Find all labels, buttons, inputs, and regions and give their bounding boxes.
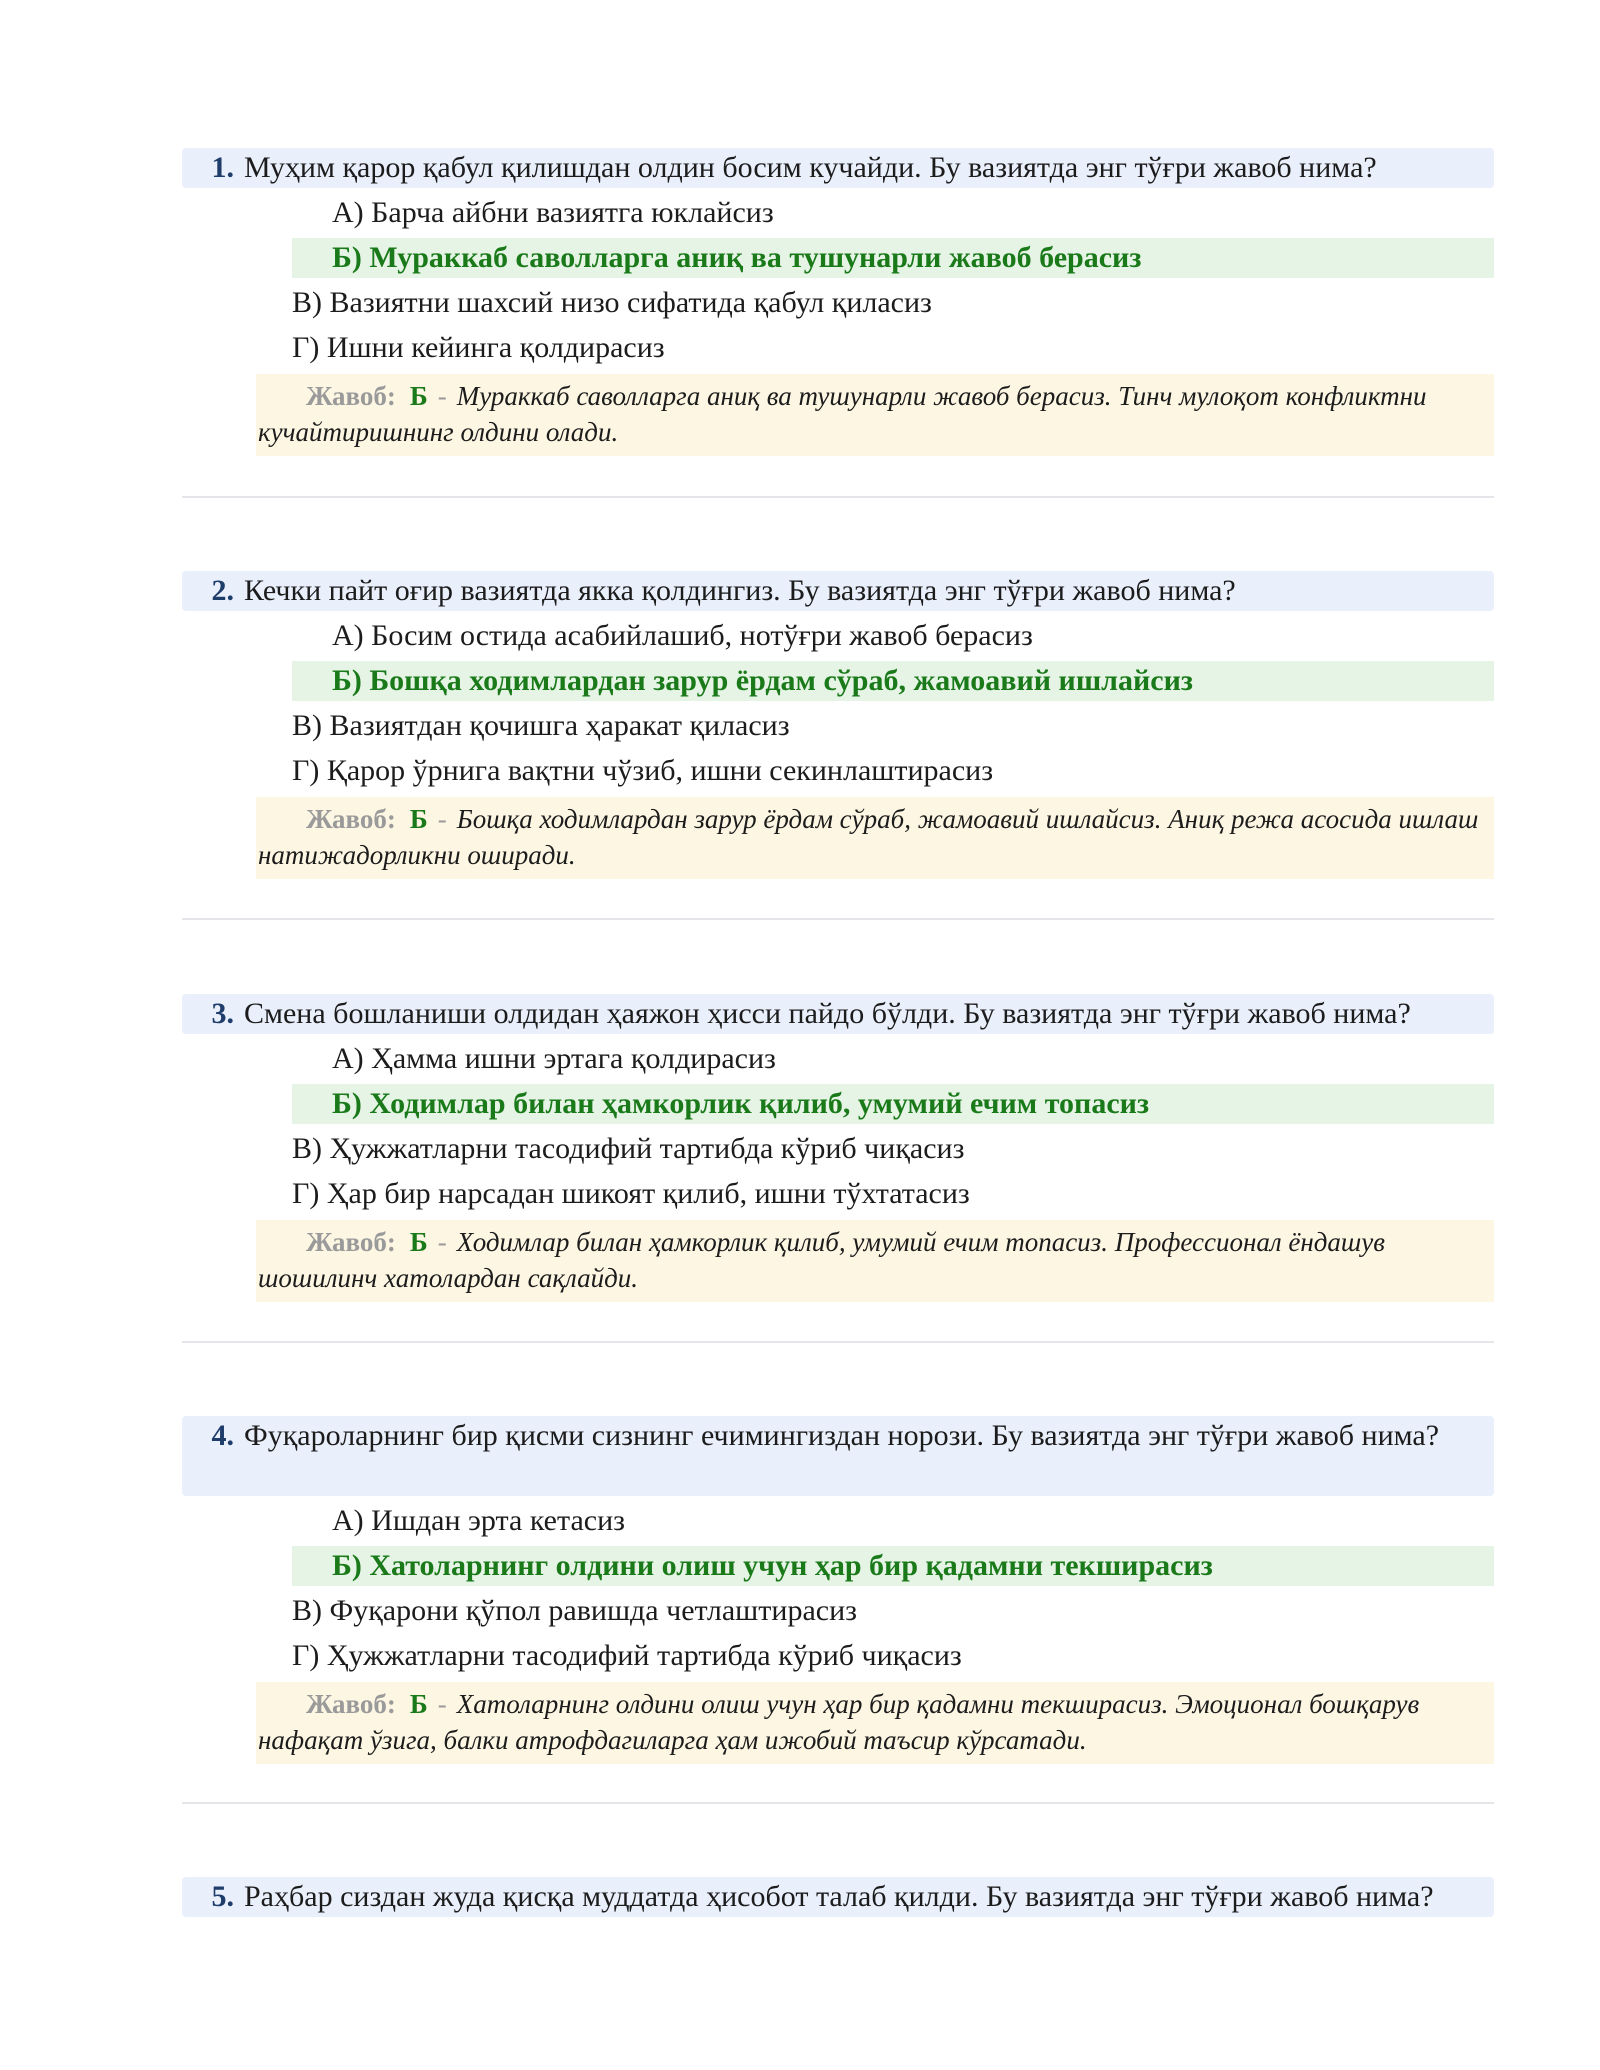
option-a: А) Босим остида асабийлашиб, нотўғри жавоб берасиз [332,619,1033,652]
question-text: Кечки пайт оғир вазиятда якка қолдингиз. Бу вазиятда энг тўғри жавоб нима? [244,574,1236,607]
question-text: Раҳбар сиздан жуда қисқа муддатда ҳисобот талаб қилди. Бу вазиятда энг тўғри жавоб нима? [244,1880,1434,1913]
option-c: В) Ҳужжатларни тасодифий тартибда кўриб чиқасиз [292,1132,965,1165]
answer-box [256,1682,1494,1764]
option-d: Г) Ҳар бир нарсадан шикоят қилиб, ишни тўхтатасиз [292,1177,970,1210]
answer-text: Мураккаб саволларга аниқ ва тушунарли жавоб берасиз. Тинч мулоқот конфликтни кучайтиришнинг олдини олади. [258,381,1427,447]
answer-box [256,374,1494,456]
answer-label: Жавоб: [306,1227,396,1257]
answer-label: Жавоб: [306,381,396,411]
answer-box [256,797,1494,879]
question-text: Смена бошланиши олдидан ҳаяжон ҳисси пайдо бўлди. Бу вазиятда энг тўғри жавоб нима? [244,997,1411,1030]
option-c: В) Вазиятни шахсий низо сифатида қабул қиласиз [292,286,932,319]
option-b-correct: Б) Ходимлар билан ҳамкорлик қилиб, умумий ечим топасиз [292,1084,1494,1124]
option-b-correct: Б) Хатоларнинг олдини олиш учун ҳар бир қадамни текширасиз [292,1546,1494,1586]
answer-key: Б [409,1227,428,1257]
question-number: 5. [211,1880,234,1913]
question-number: 4. [211,1419,234,1452]
answer-key: Б [409,804,428,834]
answer-box [256,1220,1494,1302]
question-title [182,1416,1494,1496]
divider [182,1802,1494,1804]
option-d: Г) Қарор ўрнига вақтни чўзиб, ишни секинлаштирасиз [292,754,994,787]
option-b-correct: Б) Мураккаб саволларга аниқ ва тушунарли жавоб берасиз [292,238,1494,278]
question-number: 2. [211,574,234,607]
option-b-correct: Б) Бошқа ходимлардан зарур ёрдам сўраб, жамоавий ишлайсиз [292,661,1494,701]
answer-text: Бошқа ходимлардан зарур ёрдам сўраб, жамоавий ишлайсиз. Аниқ режа асосида ишлаш натижадорликни оширади. [258,804,1479,870]
option-a: А) Ишдан эрта кетасиз [332,1504,625,1537]
question-text: Фуқароларнинг бир қисми сизнинг ечимингиздан норози. Бу вазиятда энг тўғри жавоб нима? [244,1419,1440,1452]
option-d: Г) Ҳужжатларни тасодифий тартибда кўриб чиқасиз [292,1639,962,1672]
divider [182,1341,1494,1343]
option-d: Г) Ишни кейинга қолдирасиз [292,331,665,364]
question-title [182,994,1494,1034]
answer-separator: - [437,1689,447,1719]
answer-label: Жавоб: [306,804,396,834]
divider [182,918,1494,920]
answer-separator: - [437,804,447,834]
option-a: А) Ҳамма ишни эртага қолдирасиз [332,1042,776,1075]
answer-key: Б [409,381,428,411]
question-text: Муҳим қарор қабул қилишдан олдин босим кучайди. Бу вазиятда энг тўғри жавоб нима? [244,151,1377,184]
option-c: В) Вазиятдан қочишга ҳаракат қиласиз [292,709,790,742]
option-c: В) Фуқарони қўпол равишда четлаштирасиз [292,1594,857,1627]
divider [182,496,1494,498]
answer-label: Жавоб: [306,1689,396,1719]
question-title [182,148,1494,188]
answer-text: Ходимлар билан ҳамкорлик қилиб, умумий ечим топасиз. Профессионал ёндашув шошилинч хатолардан сақлайди. [258,1227,1386,1293]
question-title [182,1877,1494,1917]
option-a: А) Барча айбни вазиятга юклайсиз [332,196,774,229]
answer-text: Хатоларнинг олдини олиш учун ҳар бир қадамни текширасиз. Эмоционал бошқарув нафақат ўзига, балки атрофдагиларга ҳам ижобий таъсир кўрсатади. [258,1689,1420,1755]
answer-separator: - [437,1227,447,1257]
question-title [182,571,1494,611]
answer-key: Б [409,1689,428,1719]
question-number: 1. [211,151,234,184]
answer-separator: - [437,381,447,411]
question-number: 3. [211,997,234,1030]
